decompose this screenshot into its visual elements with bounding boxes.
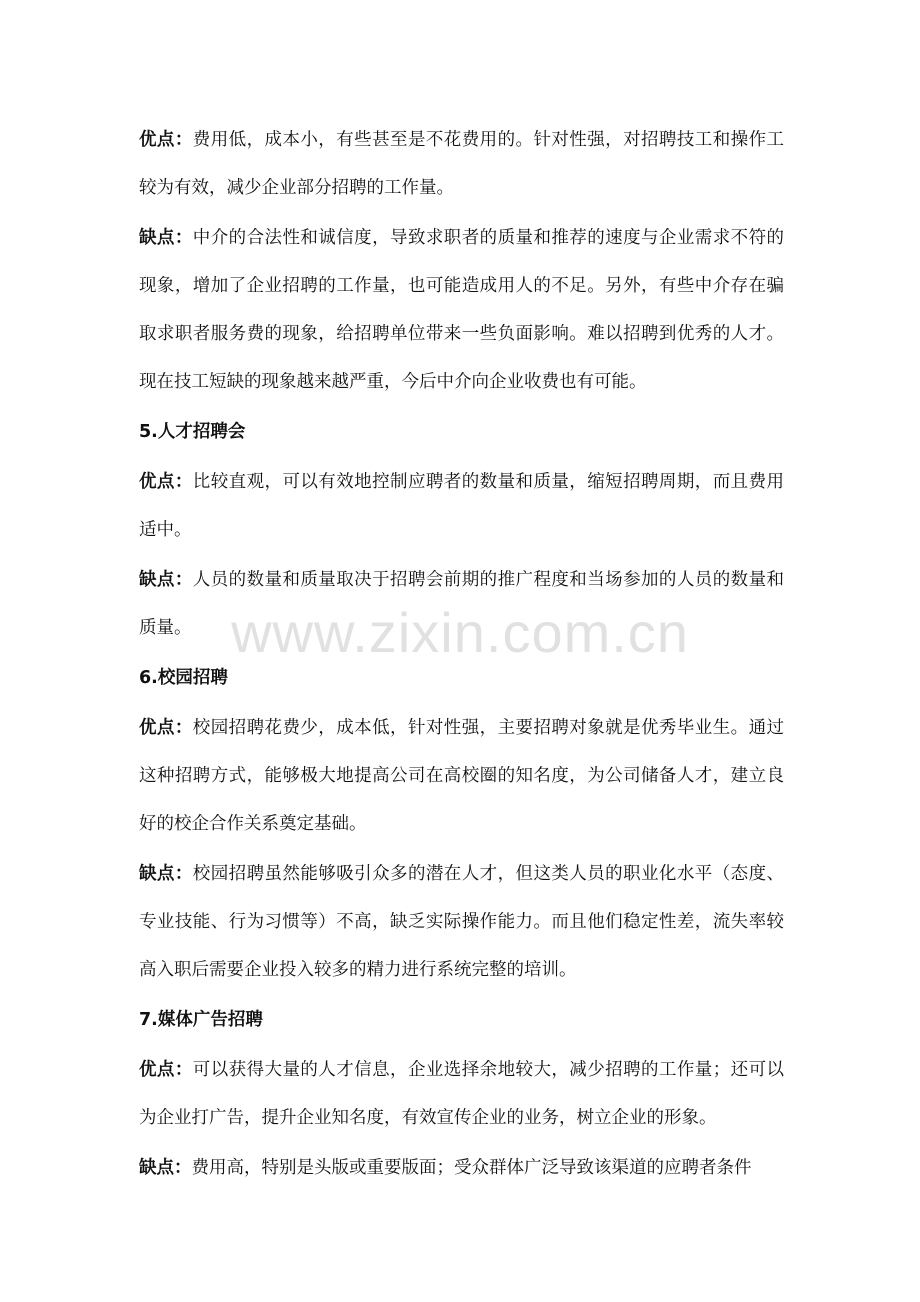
pros-paragraph [139,458,784,554]
cons-label: 缺点： [139,228,193,248]
cons-text: 中介的合法性和诚信度，导致求职者的质量和推荐的速度与企业需求不符的现象，增加了企业招聘的工作量，也可能造成用人的不足。另外，有些中介存在骗取求职者服务费的现象，给招聘单位带来一些负面影响。难以招聘到优秀的人才。现在技工短缺的现象越来越严重，今后中介向企业收费也有可能。 [139,228,785,392]
watermark: www.zixin.com.cn [231,601,689,664]
pros-text: 校园招聘花费少，成本低，针对性强，主要招聘对象就是优秀毕业生。通过这种招聘方式，能够极大地提高公司在高校圈的知名度，为公司储备人才，建立良好的校企合作关系奠定基础。 [139,718,785,834]
pros-paragraph [139,116,784,212]
section-heading: 5.人才招聘会 [139,422,246,442]
pros-text: 比较直观，可以有效地控制应聘者的数量和质量，缩短招聘周期，而且费用适中。 [139,472,785,540]
cons-paragraph [139,214,784,406]
cons-text: 费用高，特别是头版或重要版面；受众群体广泛导致该渠道的应聘者条件 [191,1158,752,1178]
cons-label: 缺点： [139,570,193,590]
cons-text: 校园招聘虽然能够吸引众多的潜在人才，但这类人员的职业化水平（态度、专业技能、行为习惯等）不高，缺乏实际操作能力。而且他们稳定性差，流失率较高入职后需要企业投入较多的精力进行系统完整的培训。 [139,864,785,980]
cons-label: 缺点： [139,864,193,884]
pros-label: 优点： [139,130,193,150]
cons-text: 人员的数量和质量取决于招聘会前期的推广程度和当场参加的人员的数量和质量。 [139,570,785,638]
cons-paragraph [139,1144,784,1192]
section-heading: 6.校园招聘 [139,668,228,688]
pros-label: 优点： [139,472,193,492]
document-body [139,116,784,1194]
pros-paragraph [139,704,784,848]
cons-paragraph [139,556,784,652]
pros-text: 可以获得大量的人才信息，企业选择余地较大，减少招聘的工作量；还可以为企业打广告，提升企业知名度，有效宣传企业的业务，树立企业的形象。 [139,1060,785,1128]
cons-paragraph [139,850,784,994]
pros-label: 优点： [139,718,193,738]
pros-paragraph [139,1046,784,1142]
section-heading: 7.媒体广告招聘 [139,1010,263,1030]
cons-label: 缺点： [139,1158,192,1178]
pros-label: 优点： [139,1060,193,1080]
pros-text: 费用低，成本小，有些甚至是不花费用的。针对性强，对招聘技工和操作工较为有效，减少企业部分招聘的工作量。 [139,130,785,198]
